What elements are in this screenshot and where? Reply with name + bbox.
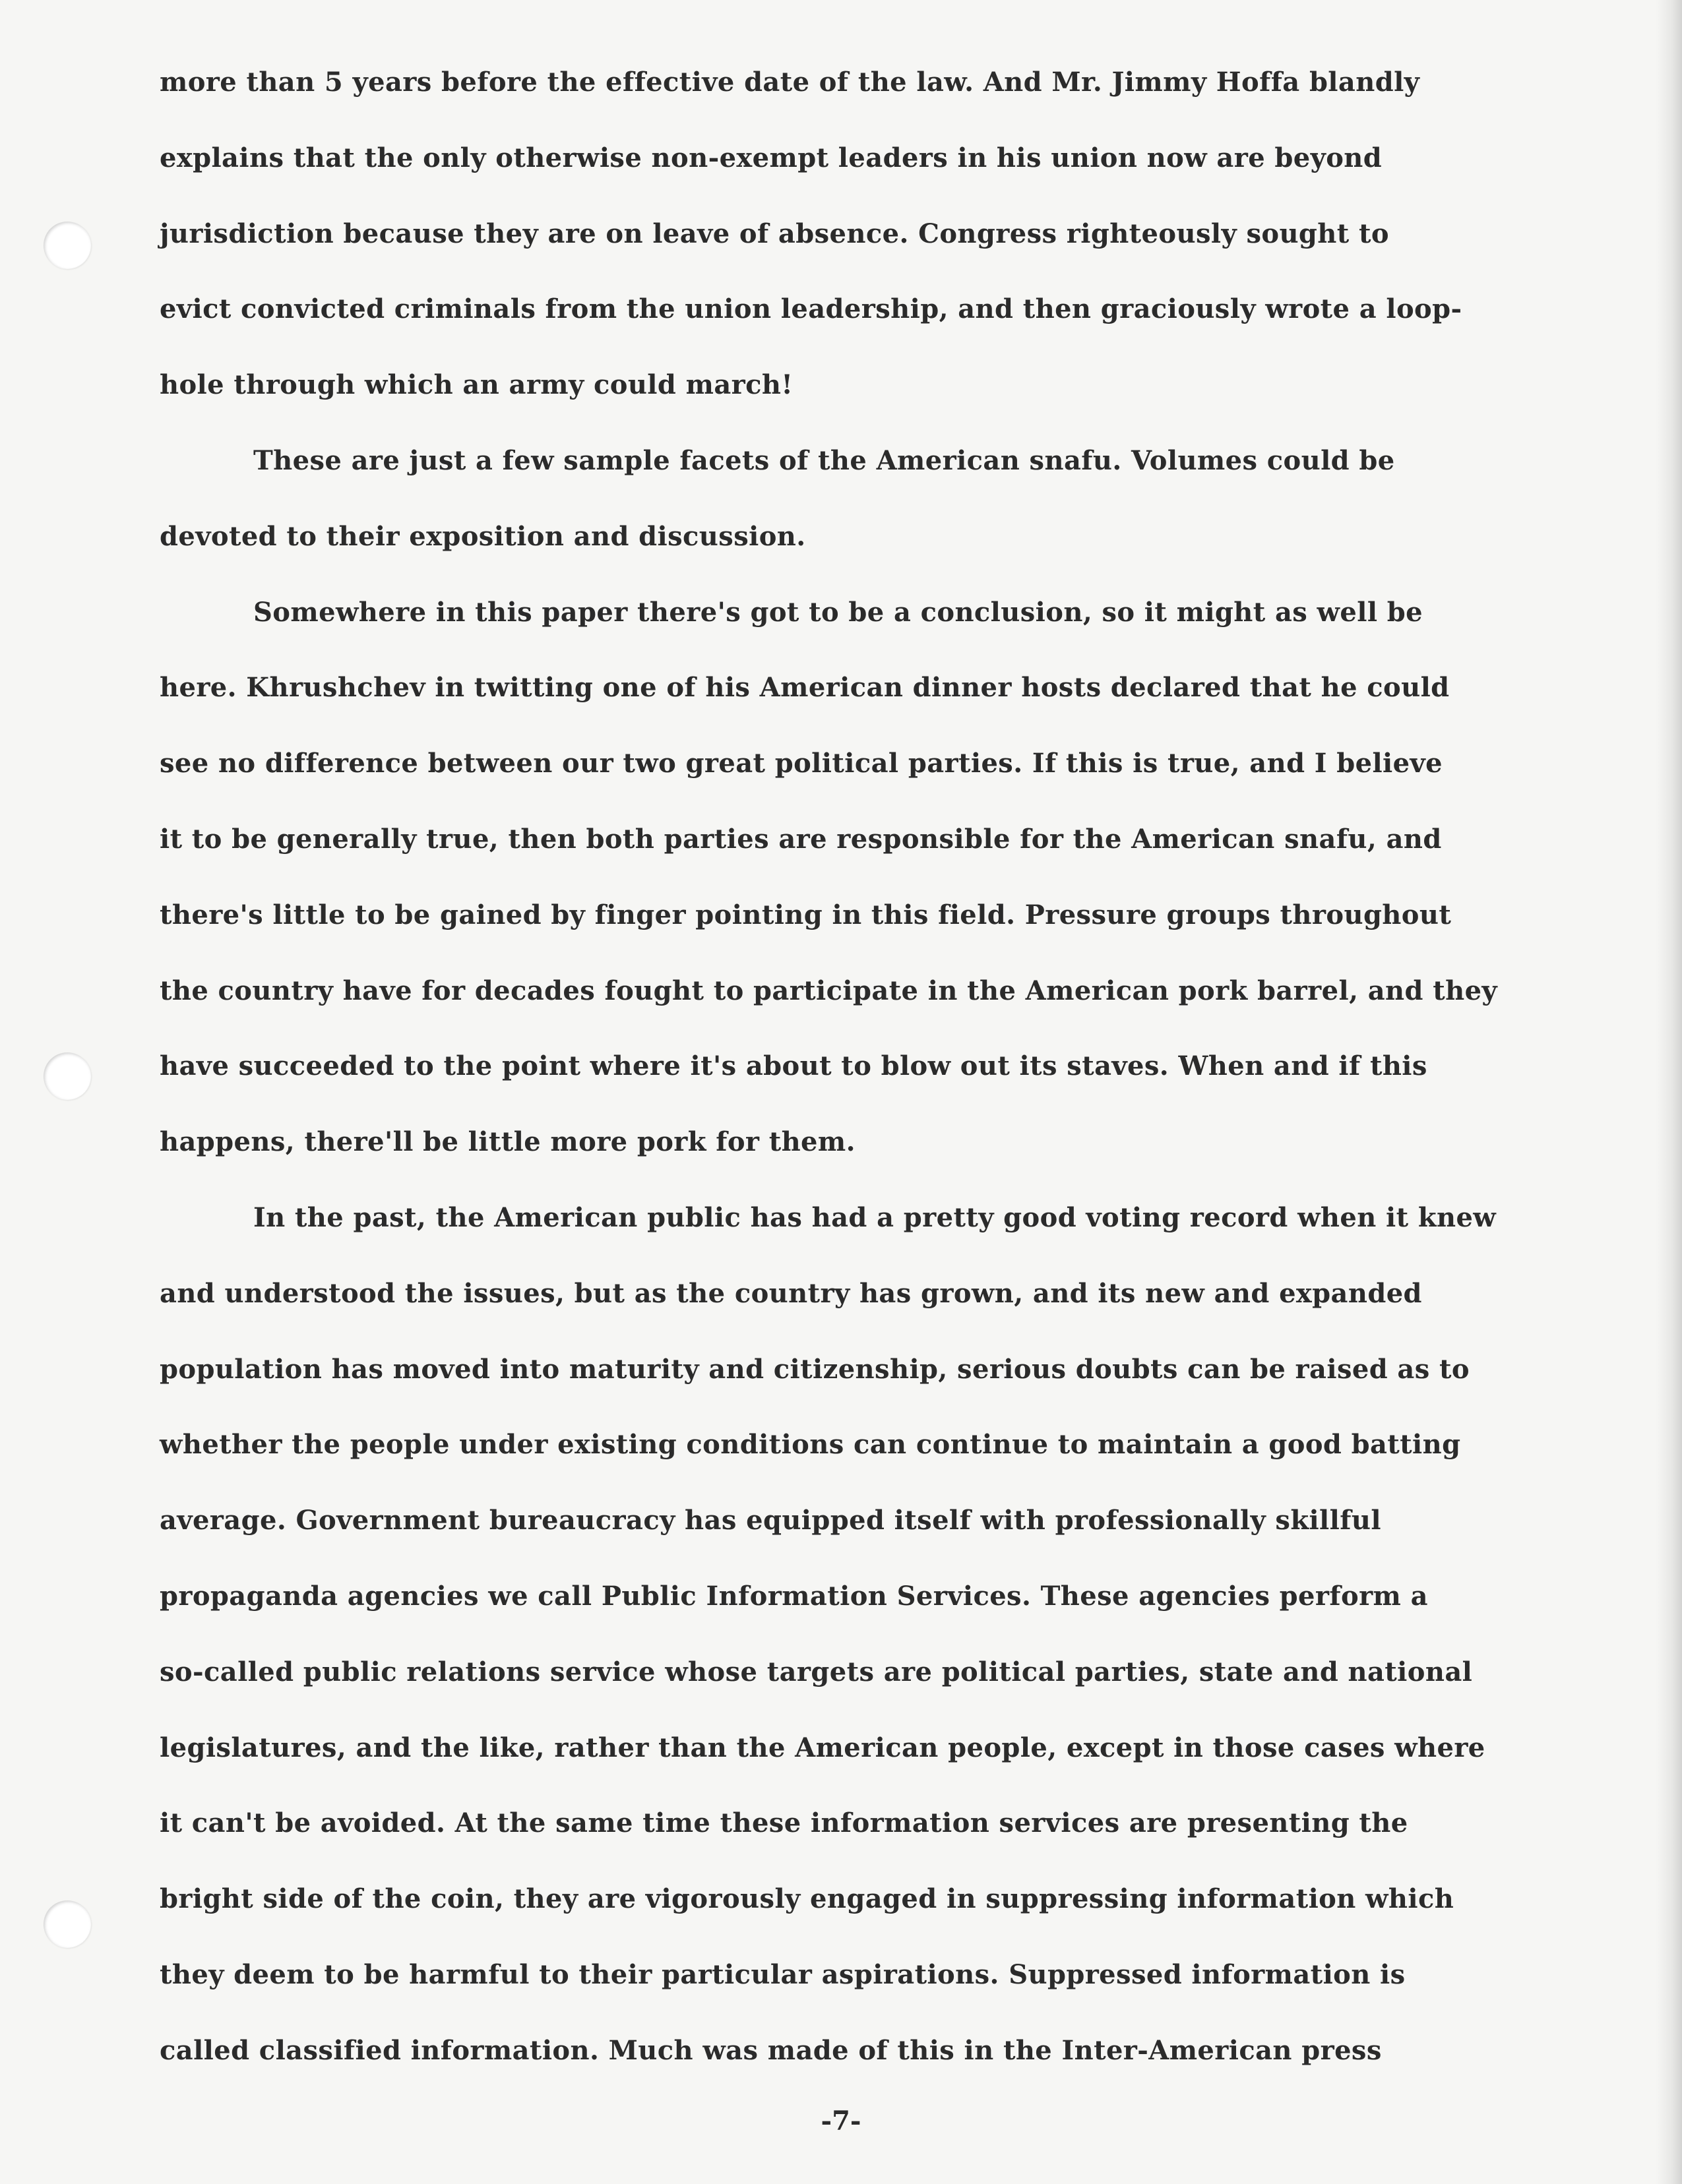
text-line: population has moved into maturity and citizenship, serious doubts can be raised as to xyxy=(160,1353,1470,1385)
text-line: here. Khrushchev in twitting one of his American dinner hosts declared that he could xyxy=(160,672,1450,704)
body-text xyxy=(160,67,1624,2111)
text-line: whether the people under existing conditions can continue to maintain a good batting xyxy=(160,1429,1461,1461)
binder-hole xyxy=(44,222,91,269)
paragraph-start-line: In the past, the American public has had a pretty good voting record when it knew xyxy=(253,1201,1497,1233)
text-line: it can't be avoided. At the same time these information services are presenting the xyxy=(160,1807,1408,1839)
paragraph-start-line: These are just a few sample facets of the American snafu. Volumes could be xyxy=(253,444,1395,476)
page-edge-shadow xyxy=(1656,0,1682,2184)
page-number: -7- xyxy=(821,2106,861,2137)
text-line: see no difference between our two great political parties. If this is true, and I believe xyxy=(160,748,1443,779)
text-line: jurisdiction because they are on leave of absence. Congress righteously sought to xyxy=(160,218,1389,249)
text-line: devoted to their exposition and discussion. xyxy=(160,520,806,552)
text-line: evict convicted criminals from the union leadership, and then graciously wrote a loop- xyxy=(160,293,1462,325)
text-line: legislatures, and the like, rather than the American people, except in those cases where xyxy=(160,1732,1485,1763)
text-line: and understood the issues, but as the country has grown, and its new and expanded xyxy=(160,1277,1422,1309)
text-line: explains that the only otherwise non-exempt leaders in his union now are beyond xyxy=(160,142,1383,173)
text-line: happens, there'll be little more pork for them. xyxy=(160,1126,856,1158)
text-line: there's little to be gained by finger pointing in this field. Pressure groups throughout xyxy=(160,899,1452,930)
text-line: called classified information. Much was made of this in the Inter-American press xyxy=(160,2034,1382,2066)
text-line: average. Government bureaucracy has equipped itself with professionally skillful xyxy=(160,1505,1381,1536)
text-line: the country have for decades fought to participate in the American pork barrel, and they xyxy=(160,975,1498,1006)
binder-hole xyxy=(44,1052,91,1100)
paragraph-start-line: Somewhere in this paper there's got to be a conclusion, so it might as well be xyxy=(253,596,1423,628)
text-line: propaganda agencies we call Public Information Services. These agencies perform a xyxy=(160,1580,1428,1612)
text-line: hole through which an army could march! xyxy=(160,369,794,401)
text-line: so-called public relations service whose targets are political parties, state and national xyxy=(160,1656,1473,1687)
text-line: bright side of the coin, they are vigorously engaged in suppressing information which xyxy=(160,1883,1454,1915)
text-line: have succeeded to the point where it's about to blow out its staves. When and if this xyxy=(160,1050,1427,1082)
binder-hole xyxy=(44,1900,91,1948)
text-line: more than 5 years before the effective date of the law. And Mr. Jimmy Hoffa blandly xyxy=(160,67,1420,98)
text-line: they deem to be harmful to their particular aspirations. Suppressed information is xyxy=(160,1958,1406,1990)
text-line: it to be generally true, then both parties are responsible for the American snafu, and xyxy=(160,823,1442,855)
